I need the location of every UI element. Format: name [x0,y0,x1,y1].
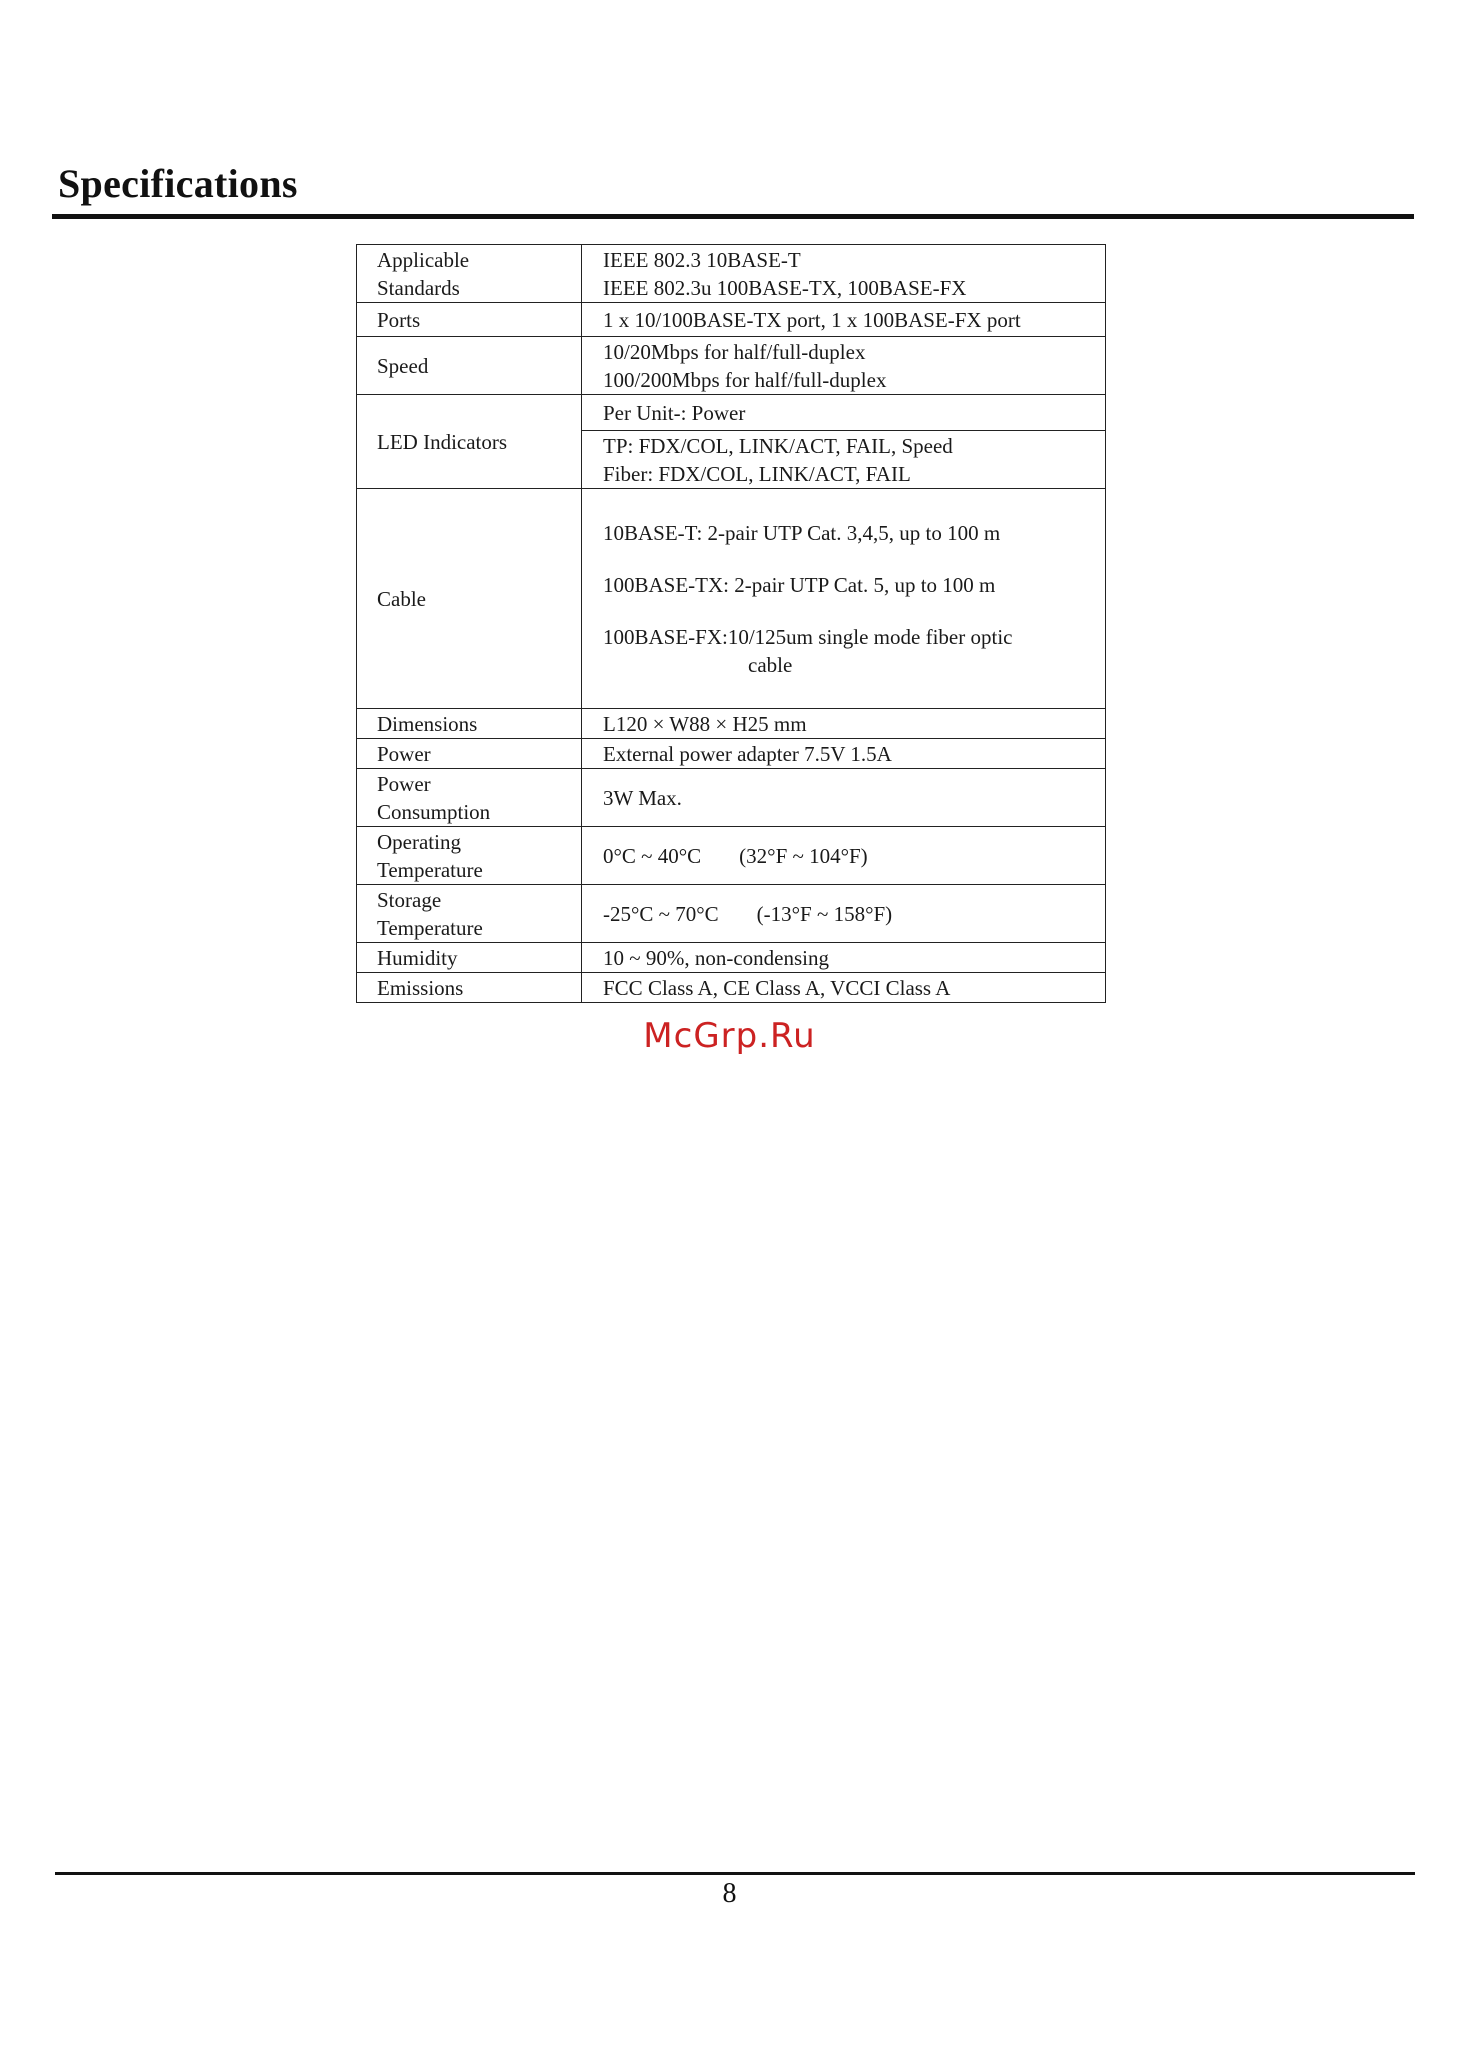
watermark: McGrp.Ru [643,1016,816,1056]
spec-value-power: External power adapter 7.5V 1.5A [582,739,1106,769]
spec-label-line: Power [377,771,431,796]
spec-label-emissions: Emissions [357,973,582,1003]
page-number: 8 [722,1878,737,1909]
spec-label-power: Power [357,739,582,769]
specifications-table [356,244,1106,1003]
spec-label-humidity: Humidity [357,943,582,973]
spec-label-led-indicators: LED Indicators [357,395,582,489]
cable-line-100base-fx-text: 100BASE-FX:10/125um single mode fiber optic [603,624,1013,649]
spec-value-led-ports [582,431,1106,489]
table-row-operating-temperature [357,827,1106,885]
table-row-dimensions [357,709,1106,739]
spec-label-line: Applicable [377,247,470,272]
spec-label-line: Storage [377,887,442,912]
spec-label-dimensions: Dimensions [357,709,582,739]
page-title: Specifications [58,161,298,206]
footer-divider [55,1872,1415,1875]
operating-temp-fahrenheit: (32°F ~ 104°F) [739,843,868,868]
spec-value-emissions: FCC Class A, CE Class A, VCCI Class A [582,973,1106,1003]
spec-value-dimensions: L120 × W88 × H25 mm [582,709,1106,739]
spec-value-line: IEEE 802.3 10BASE-T [603,247,801,272]
spec-value-humidity: 10 ~ 90%, non-condensing [582,943,1106,973]
cable-line-continuation: cable [748,652,793,677]
table-row-power-consumption [357,769,1106,827]
spec-value-line: TP: FDX/COL, LINK/ACT, FAIL, Speed [603,433,953,458]
table-row-ports [357,303,1106,337]
spec-value-speed [582,337,1106,395]
spec-value-applicable-standards [582,245,1106,303]
spec-label-speed: Speed [357,337,582,395]
table-row-humidity [357,943,1106,973]
operating-temp-celsius: 0°C ~ 40°C [603,843,702,868]
table-row-speed [357,337,1106,395]
spec-label-line: Operating [377,829,461,854]
spec-label-ports: Ports [357,303,582,337]
spec-value-line: Fiber: FDX/COL, LINK/ACT, FAIL [603,461,911,486]
spec-label-line: Consumption [377,799,491,824]
table-row-led-indicators [357,395,1106,431]
storage-temp-fahrenheit: (-13°F ~ 158°F) [756,901,893,926]
cable-line-100base-tx: 100BASE-TX: 2-pair UTP Cat. 5, up to 100 m [603,572,996,597]
spec-label-line: Standards [377,275,460,300]
spec-label-line: Temperature [377,915,483,940]
spec-value-ports: 1 x 10/100BASE-TX port, 1 x 100BASE-FX port [582,303,1106,337]
spec-value-line: 10/20Mbps for half/full-duplex [603,339,866,364]
spec-value-line: IEEE 802.3u 100BASE-TX, 100BASE-FX [603,275,967,300]
spec-label-applicable-standards [357,245,582,303]
cable-line-100base-fx [603,623,1085,679]
spec-label-line: Temperature [377,857,483,882]
table-row-power [357,739,1106,769]
title-divider [52,214,1414,219]
table-row-applicable-standards [357,245,1106,303]
spec-value-led-per-unit: Per Unit-: Power [582,395,1106,431]
spec-label-power-consumption [357,769,582,827]
spec-label-operating-temperature [357,827,582,885]
storage-temp-celsius: -25°C ~ 70°C [603,901,719,926]
spec-label-storage-temperature [357,885,582,943]
table-row-cable [357,489,1106,709]
spec-value-storage-temperature [582,885,1106,943]
spec-value-operating-temperature [582,827,1106,885]
spec-value-line: 100/200Mbps for half/full-duplex [603,367,887,392]
spec-value-cable [582,489,1106,709]
spec-label-cable: Cable [357,489,582,709]
cable-line-10base-t: 10BASE-T: 2-pair UTP Cat. 3,4,5, up to 100 m [603,520,1001,545]
table-row-storage-temperature [357,885,1106,943]
spec-value-power-consumption: 3W Max. [582,769,1106,827]
table-row-emissions [357,973,1106,1003]
